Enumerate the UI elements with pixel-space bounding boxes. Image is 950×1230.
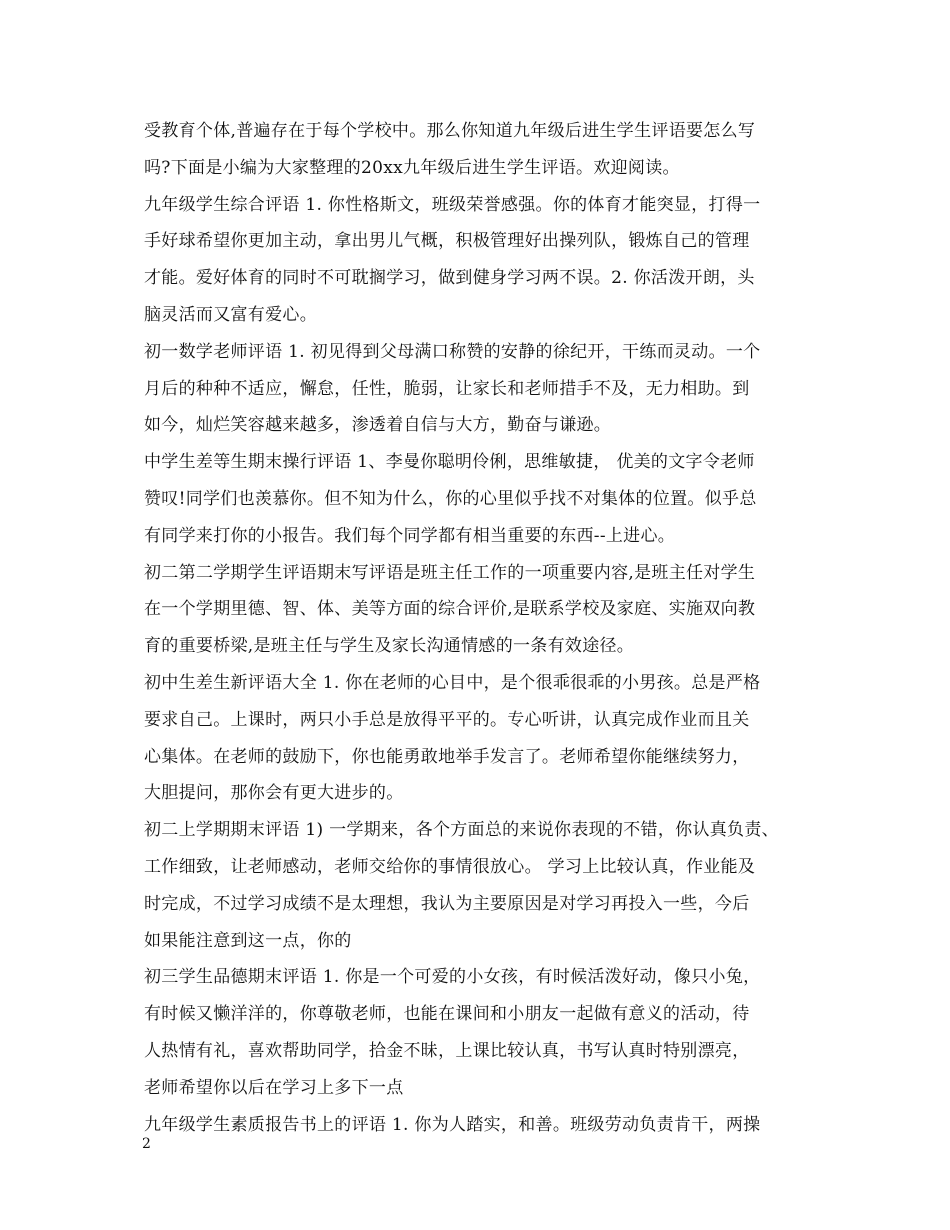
text-line: 如今，灿烂笑容越来越多，渗透着自信与大方，勤奋与谦逊。 [144, 415, 612, 436]
text-line: 时完成，不过学习成绩不是太理想，我认为主要原因是对学习再投入一些，今后 [144, 893, 750, 914]
text-line: 脑灵活而又富有爱心。 [144, 304, 317, 325]
text-line: 育的重要桥梁,是班主任与学生及家长沟通情感的一条有效途径。 [144, 636, 635, 657]
text-line: 大胆提问，那你会有更大进步的。 [144, 783, 404, 804]
text-line: 手好球希望你更加主动，拿出男儿气概，积极管理好出操列队，锻炼自己的管理 [144, 231, 750, 252]
text-line: 在一个学期里德、智、体、美等方面的综合评价,是联系学校及家庭、实施双向教 [144, 599, 756, 620]
text-line: 初中生差生新评语大全 1. 你在老师的心目中，是个很乖很乖的小男孩。总是严格 [144, 672, 761, 693]
text-line: 九年级学生综合评语 1. 你性格斯文，班级荣誉感强。你的体育才能突显，打得一 [144, 194, 761, 215]
text-line: 人热情有礼，喜欢帮助同学，拾金不昧，上课比较认真，书写认真时特别漂亮， [144, 1040, 750, 1061]
text-line: 中学生差等生期末操行评语 1、李曼你聪明伶俐，思维敏捷， 优美的文字令老师 [144, 452, 755, 473]
text-line: 月后的种种不适应，懈怠，任性，脆弱，让家长和老师措手不及，无力相助。到 [144, 378, 750, 399]
text-line: 受教育个体,普遍存在于每个学校中。那么你知道九年级后进生学生评语要怎么写 [144, 121, 756, 141]
text-line: 初三学生品德期末评语 1. 你是一个可爱的小女孩，有时候活泼好动，像只小兔， [144, 967, 761, 988]
text-line: 吗?下面是小编为大家整理的20xx九年级后进生学生评语。欢迎阅读。 [144, 157, 680, 178]
text-line: 赞叹!同学们也羡慕你。但不知为什么，你的心里似乎找不对集体的位置。似乎总 [144, 488, 757, 509]
text-line: 才能。爱好体育的同时不可耽搁学习，做到健身学习两不误。2. 你活泼开朗，头 [144, 268, 755, 289]
text-line: 老师希望你以后在学习上多下一点 [144, 1077, 404, 1098]
text-line: 初一数学老师评语 1. 初见得到父母满口称赞的安静的徐纪开，干练而灵动。一个 [144, 341, 761, 362]
text-line: 初二第二学期学生评语期末写评语是班主任工作的一项重要内容,是班主任对学生 [144, 562, 756, 583]
text-line: 心集体。在老师的鼓励下，你也能勇敢地举手发言了。老师希望你能继续努力， [144, 746, 750, 767]
document-body [144, 113, 824, 1143]
text-line: 有同学来打你的小报告。我们每个同学都有相当重要的东西--上进心。 [144, 525, 676, 546]
text-line: 有时候又懒洋洋的，你尊敬老师，也能在课间和小朋友一起做有意义的活动，待 [144, 1004, 750, 1025]
text-line: 如果能注意到这一点，你的 [144, 930, 352, 951]
text-line: 初二上学期期末评语 1) 一学期来，各个方面总的来说你表现的不错，你认真负责、 [144, 820, 779, 841]
text-line: 工作细致，让老师感动，老师交给你的事情很放心。 学习上比较认真，作业能及 [144, 856, 756, 877]
text-line: 九年级学生素质报告书上的评语 1. 你为人踏实，和善。班级劳动负责肯干，两操 [144, 1114, 761, 1135]
text-line: 要求自己。上课时，两只小手总是放得平平的。专心听讲，认真完成作业而且关 [144, 709, 750, 730]
page-number: 2 [142, 1136, 151, 1152]
